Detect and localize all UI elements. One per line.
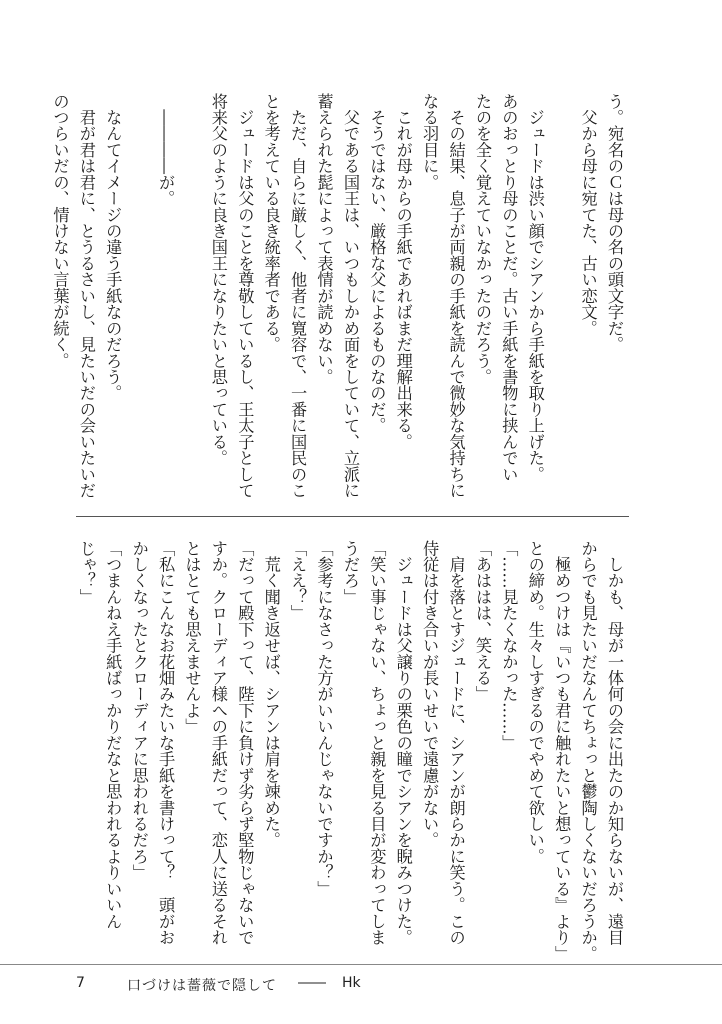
text-line: ジュードは父のことを尊敬しているし、王太子として: [235, 93, 255, 499]
text-line: 将来父のように良き国王になりたいと思っている。: [208, 93, 228, 467]
text-line: 「あははは、笑える」: [472, 540, 492, 703]
text-line: これが母からの手紙であればまだ理解出来る。: [393, 93, 413, 450]
text-line: 「つまんねえ手紙ばっかりだなと思われるよりいいん: [103, 540, 123, 930]
text-line: 侍従は付き合いが長いせいで遠慮がない。: [420, 540, 440, 849]
text-line: その結果、息子が両親の手紙を読んで微妙な気持ちに: [446, 93, 466, 499]
top-text-block: [50, 93, 627, 513]
text-line: ただ、自らに厳しく、他者に寛容で、一番に国民のこ: [288, 93, 308, 499]
text-line: ジュードは父譲りの栗色の瞳でシアンを睨みつけた。: [393, 540, 413, 946]
text-line: とを考えている良き統率者である。: [261, 93, 281, 353]
text-line: そうではない、厳格な父によるものなのだ。: [367, 93, 387, 434]
text-line: 「だって殿下って、陛下に負けず劣らず堅物じゃないで: [235, 540, 255, 946]
text-line: のつらいだの、情けない言葉が続く。: [50, 93, 70, 369]
text-line: う。宛名のＣは母の名の頭文字だ。: [605, 93, 624, 353]
text-line: 荒く聞き返せば、シアンは肩を竦めた。: [261, 540, 281, 849]
text-line: じゃ？」: [76, 540, 96, 605]
text-line: 父である国王は、いつもしかめ面をしていて、立派に: [340, 93, 360, 499]
text-line: [548, 93, 574, 513]
text-line: 蓄えられた髭によって表情が読めない。: [314, 93, 334, 385]
text-line: なんてイメージの違う手紙なのだろう。: [103, 93, 123, 402]
bottom-text-block: [67, 540, 627, 960]
text-line: との締め。生々しすぎるのでやめて欲しい。: [525, 540, 545, 865]
section-divider: [76, 516, 629, 517]
text-line: からでも見たいだなんてちょっと鬱陶しくないだろうか。: [578, 540, 598, 962]
text-line: [178, 93, 204, 513]
text-line: [125, 93, 151, 513]
text-line: ――――が。: [156, 93, 176, 207]
book-title: 口づけは薔薇で隠して: [127, 978, 277, 994]
text-line: 「参考になさった方がいいんじゃないですか？」: [314, 540, 334, 897]
text-line: うだろ」: [340, 540, 360, 605]
footer-dash: ――: [298, 975, 326, 991]
text-line: しかも、母が一体何の会に出たのか知らないが、遠目: [605, 540, 624, 946]
text-line: 肩を落とすジュードに、シアンが朗らかに笑う。この: [446, 540, 466, 946]
text-line: かしくなったとクローディアに思われるだろ」: [129, 540, 149, 881]
text-line: なる羽目に。: [420, 93, 440, 191]
text-line: 「……見たくなかった……」: [499, 540, 519, 751]
author-name: Hk: [342, 975, 361, 991]
page-number: 7: [76, 975, 85, 991]
text-line: 父から母に宛てた、古い恋文。: [578, 93, 598, 337]
footer-rule: [0, 964, 722, 965]
text-line: すか。クローディア様への手紙だって、恋人に送るそれ: [208, 540, 228, 946]
text-line: ジュードは渋い顔でシアンから手紙を取り上げた。: [525, 93, 545, 483]
text-line: 「ええ？」: [288, 540, 308, 622]
text-line: あのおっとり母のことだ。古い手紙を書物に挟んでい: [499, 93, 519, 483]
text-line: 「私にこんなお花畑みたいな手紙を書けって？ 頭がお: [156, 540, 176, 946]
text-line: 「笑い事じゃない、ちょっと親を見る目が変わってしま: [367, 540, 387, 946]
text-line: とはとても思えませんよ」: [182, 540, 202, 735]
text-line: たのを全く覚えていなかったのだろう。: [472, 93, 492, 385]
text-line: 君が君は君に、とうるさいし、見たいだの会いたいだ: [76, 93, 96, 499]
text-line: 極めつけは『いつも君に触れたいと想っている』より」: [552, 540, 572, 962]
